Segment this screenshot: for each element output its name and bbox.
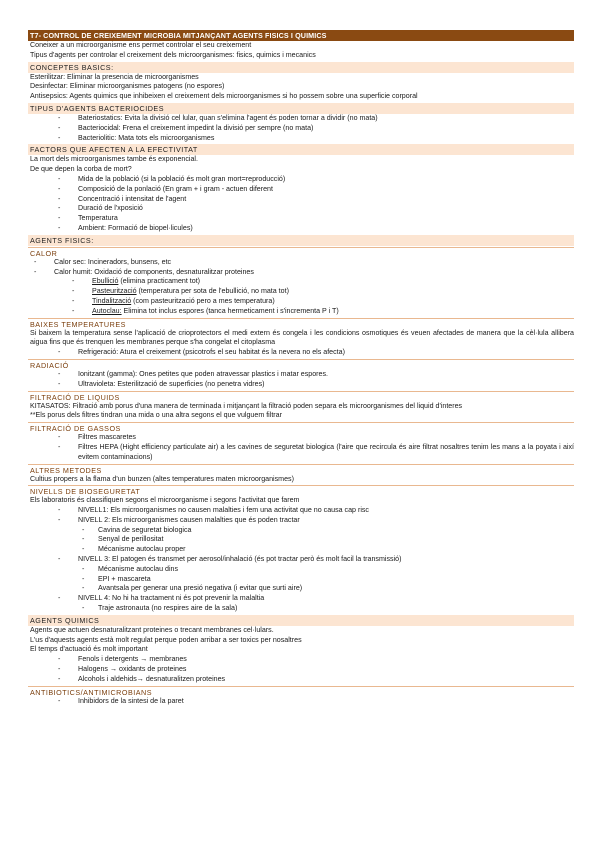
antibiotics-list (28, 697, 574, 707)
list-item: - Mida de la població (si la població és molt gran mort=reproducció) (28, 175, 574, 185)
term-desc: (elimina practicament tot) (118, 277, 201, 286)
list-item (28, 297, 574, 307)
list-item: - Refrigeració: Atura el creixement (psicotrofs el seu habitat és la nevera no els afecta) (28, 348, 574, 358)
subheading-altres: ALTRES METODES (28, 464, 574, 475)
nivells-list (28, 506, 574, 614)
term-desc: Elimina tot inclus espores (tanca hermeticament i s'incrementa P i T) (121, 306, 339, 315)
paragraph: Cultius propers a la flama d'un bunzen (altes temperatures maten microorganismes) (30, 474, 294, 483)
gasos-list (28, 433, 574, 462)
concept-line: Desinfectar: Eliminar microorganismes patogens (no espores) (30, 82, 225, 91)
radiacio-list (28, 370, 574, 390)
intro-line: Tipus d'agents per controlar el creixement dels microorganismes: fisics, quimics i mecanics (30, 50, 316, 59)
section-heading-conceptes: CONCEPTES BASICS: (28, 62, 574, 73)
nivell-item: - NIVELL 2: Els microorganismes causen malalties que és poden tractar (28, 516, 574, 526)
nivell-subitem: - Avantsala per generar una presió negativa (i evitar que surti aire) (28, 584, 574, 594)
nivell-subitem: - Senyal de perillositat (28, 535, 574, 545)
subheading-calor: CALOR (28, 247, 574, 258)
subheading-radiacio: RADIACIÓ (28, 359, 574, 370)
factors-list (28, 175, 574, 234)
nivell-subitem: - Mécanisme autoclau dins (28, 565, 574, 575)
factors-line: De que depen la corba de mort? (30, 165, 132, 174)
subheading-nivells: NIVELLS DE BIOSEGURETAT (28, 485, 574, 496)
tipus-list (28, 114, 574, 143)
list-item: - Temperatura (28, 214, 574, 224)
quimics-line: El temps d'actuació és molt important (30, 645, 148, 654)
section-heading-fisics: AGENTS FISICS: (28, 235, 574, 246)
list-item: - Alcohols i aldehids→ desnaturalitzen proteines (28, 675, 574, 685)
list-item: - Calor humit: Oxidació de components, desnaturalitzar proteines (28, 268, 574, 278)
list-item: - Calor sec: Incineradors, bunsens, etc (28, 258, 574, 268)
nivell-subitem: - Mécanisme autoclau proper (28, 545, 574, 555)
paragraph: Els laboratoris és classifiquen segons el microorganisme i segons l'activitat que farem (30, 496, 300, 505)
document-title: T7- CONTROL DE CREIXEMENT MICROBIA MITJANÇANT AGENTS FISICS I QUIMICS (28, 30, 574, 41)
term: Autoclau: (92, 306, 122, 315)
concept-line: Antisepsics: Agents quimics que inhibeixen el creixement dels microorganismes si ho possem sobre una superficie corporal (30, 92, 418, 101)
concept-line: Esterilitzar: Eliminar la presencia de microorganismes (30, 72, 199, 81)
note: **Els porus dels filtres tindran una mida o una altra segons el que vulguem filtrar (30, 411, 282, 420)
section-heading-quimics: AGENTS QUIMICS (28, 615, 574, 626)
list-item: - Ultravioleta: Esterilització de superficies (no penetra vidres) (28, 380, 574, 390)
quimics-line: Agents que actuen desnaturalitzant proteines o trecant membranes cel·lulars. (30, 625, 274, 634)
quimics-line: L'us d'aquests agents està molt regulat perque poden arribar a ser toxics per nosaltres (30, 635, 302, 644)
document-page (28, 30, 574, 706)
nivell-item: - NIVELL 4: No hi ha tractament ni és pot prevenir la malaltia (28, 594, 574, 604)
paragraph: Si baixem la temperatura sense l'aplicació de crioprotectors el medi extern és congela i les condicions osmotiques és veuen afectades de manera que la cèl·lula allibera aigua fins que és trenquen les membranes perque s'ha congelat el citoplasma (30, 328, 574, 347)
intro-line: Coneixer a un microorganisme ens permet controlar el seu creixement (30, 41, 252, 49)
nivell-subitem: - Traje astronauta (no respires aire de la sala) (28, 604, 574, 614)
list-item: - Fenols i detergents → membranes (28, 655, 574, 665)
list-item: - Ambient: Formació de biopel·licules) (28, 224, 574, 234)
list-item: - Concentració i intensitat de l'agent (28, 195, 574, 205)
list-item (28, 277, 574, 287)
subheading-antibiotics: ANTIBIOTICS/ANTIMICROBIANS (28, 686, 574, 697)
list-item: - Filtres mascaretes (28, 433, 574, 443)
list-item: - Filtres HEPA (Hight efficiency particulate air) a les cavines de seguretat biologica (l'aire que recircula és aire filtrat nosaltres tenim les mans a la poyata i així evitem contaminacions) (28, 443, 574, 463)
list-item (28, 307, 574, 317)
nivell-subitem: - EPI + mascareta (28, 575, 574, 585)
quimics-list (28, 655, 574, 684)
list-item: - Bacteriolitic: Mata tots els microorganismes (28, 134, 574, 144)
factors-line: La mort dels microorganismes tambe és exponencial. (30, 155, 198, 164)
nivell-item: - NIVELL 3: El patogen és transmet per aerosol/inhalació (és pot tractar però és molt facil la transmissió) (28, 555, 574, 565)
section-heading-tipus: TIPUS D'AGENTS BACTERIOCIDES (28, 103, 574, 114)
list-item (28, 287, 574, 297)
list-item: - Inhibidors de la sintesi de la paret (28, 697, 574, 707)
term: Ebullició (92, 277, 119, 286)
nivell-item: - NIVELL1: Els microorganismes no causen malalties i fem una activitat que no causa cap risc (28, 506, 574, 516)
term: Pasteurització (92, 287, 137, 296)
list-item: - Bacteriocidal: Frena el creixement impedint la divisió per sempre (no mata) (28, 124, 574, 134)
list-item: - Bateriostatics: Evita la divisió cel lular, quan s'elimina l'agent és poden tornar a dividir (no mata) (28, 114, 574, 124)
list-item: - Duració de l'xposició (28, 204, 574, 214)
subheading-baixes: BAIXES TEMPERATURES (28, 318, 574, 329)
section-heading-factors: FACTORS QUE AFECTEN A LA EFECTIVITAT (28, 144, 574, 155)
term: Tindalització (92, 296, 132, 305)
paragraph: KITASATOS: Filtració amb porus d'una manera de terminada i mitjançant la filtració poden separa els microorganismes del liquid d'interes (30, 401, 463, 410)
baixes-list (28, 348, 574, 358)
term-desc: (com pasteurització pero a mes temperatura) (131, 296, 275, 305)
list-item: - Ionitzant (gamma): Ones petites que poden atravessar plastics i matar espores. (28, 370, 574, 380)
subheading-liquids: FILTRACIÓ DE LIQUIDS (28, 391, 574, 402)
list-item: - Halogens → oxidants de proteines (28, 665, 574, 675)
list-item: - Composició de la ponlació (En gram + i gram - actuen diferent (28, 185, 574, 195)
subheading-gasos: FILTRACIÓ DE GASSOS (28, 422, 574, 433)
term-desc: (temperatura per sota de l'ebullició, no mata tot) (136, 287, 289, 296)
nivell-subitem: - Cavina de seguretat biologica (28, 526, 574, 536)
calor-list (28, 258, 574, 317)
